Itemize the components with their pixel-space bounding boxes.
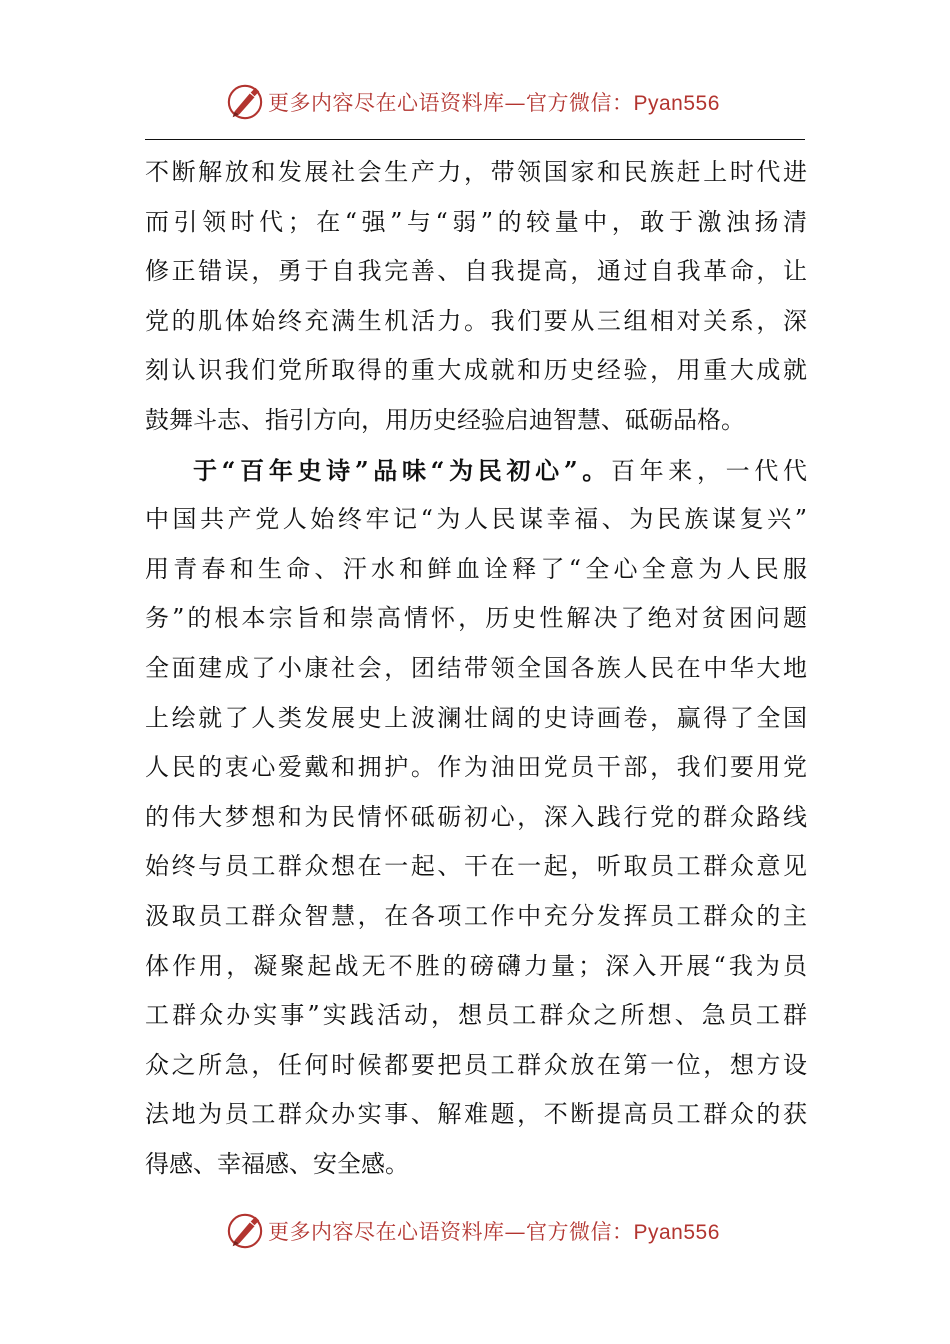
paragraph-2: [145, 446, 807, 1190]
text-line: 修正错误，勇于自我完善、自我提高，通过自我革命，让: [145, 257, 807, 286]
text-line: 刻认识我们党所取得的重大成就和历史经验，用重大成就: [145, 356, 807, 385]
heading-line-rest: 百年来，一代代: [610, 456, 807, 485]
text-line: 的伟大梦想和为民情怀砥砺初心，深入践行党的群众路线: [145, 802, 807, 831]
text-line: 用青春和生命、汗水和鲜血诠释了“全心全意为人民服: [145, 554, 807, 583]
text-line: 上绘就了人类发展史上波澜壮阔的史诗画卷，赢得了全国: [145, 703, 807, 732]
text-line: 工群众办实事”实践活动，想员工群众之所想、急员工群: [145, 1001, 807, 1030]
document-body: [145, 148, 807, 1189]
footer-text: 更多内容尽在心语资料库—官方微信：Pyan556: [268, 1220, 720, 1244]
text-line: 汲取员工群众智慧，在各项工作中充分发挥员工群众的主: [145, 901, 807, 930]
text-line: 全面建成了小康社会，团结带领全国各族人民在中华大地: [145, 653, 807, 682]
text-line: 得感、幸福感、安全感。: [145, 1149, 409, 1178]
footer-banner: [226, 1211, 720, 1251]
header-banner: [226, 82, 720, 122]
text-line: 众之所急，任何时候都要把员工群众放在第一位，想方设: [145, 1050, 807, 1079]
pen-logo-icon: [226, 83, 264, 121]
text-line: [145, 446, 807, 496]
paragraph-1: [145, 148, 807, 446]
text-line: 中国共产党人始终牢记“为人民谋幸福、为民族谋复兴”: [145, 505, 807, 534]
text-line: 鼓舞斗志、指引方向，用历史经验启迪智慧、砥砺品格。: [145, 405, 745, 434]
text-line: 而引领时代；在“强”与“弱”的较量中，敢于激浊扬清: [145, 207, 807, 236]
header-rule: [145, 139, 805, 140]
pen-logo-icon: [226, 1212, 264, 1250]
text-line: 不断解放和发展社会生产力，带领国家和民族赶上时代进: [145, 158, 807, 186]
text-line: 党的肌体始终充满生机活力。我们要从三组相对关系，深: [145, 306, 807, 335]
text-line: 体作用，凝聚起战无不胜的磅礴力量；深入开展“我为员: [145, 951, 807, 980]
text-line: 法地为员工群众办实事、解难题，不断提高员工群众的获: [145, 1100, 807, 1129]
header-text: 更多内容尽在心语资料库—官方微信：Pyan556: [268, 91, 720, 115]
text-line: 人民的衷心爱戴和拥护。作为油田党员干部，我们要用党: [145, 753, 807, 782]
text-line: 始终与员工群众想在一起、干在一起，听取员工群众意见: [145, 852, 807, 881]
text-line: 务”的根本宗旨和崇高情怀，历史性解决了绝对贫困问题: [145, 604, 807, 633]
paragraph-heading: 于“百年史诗”品味“为民初心”。: [193, 455, 611, 485]
